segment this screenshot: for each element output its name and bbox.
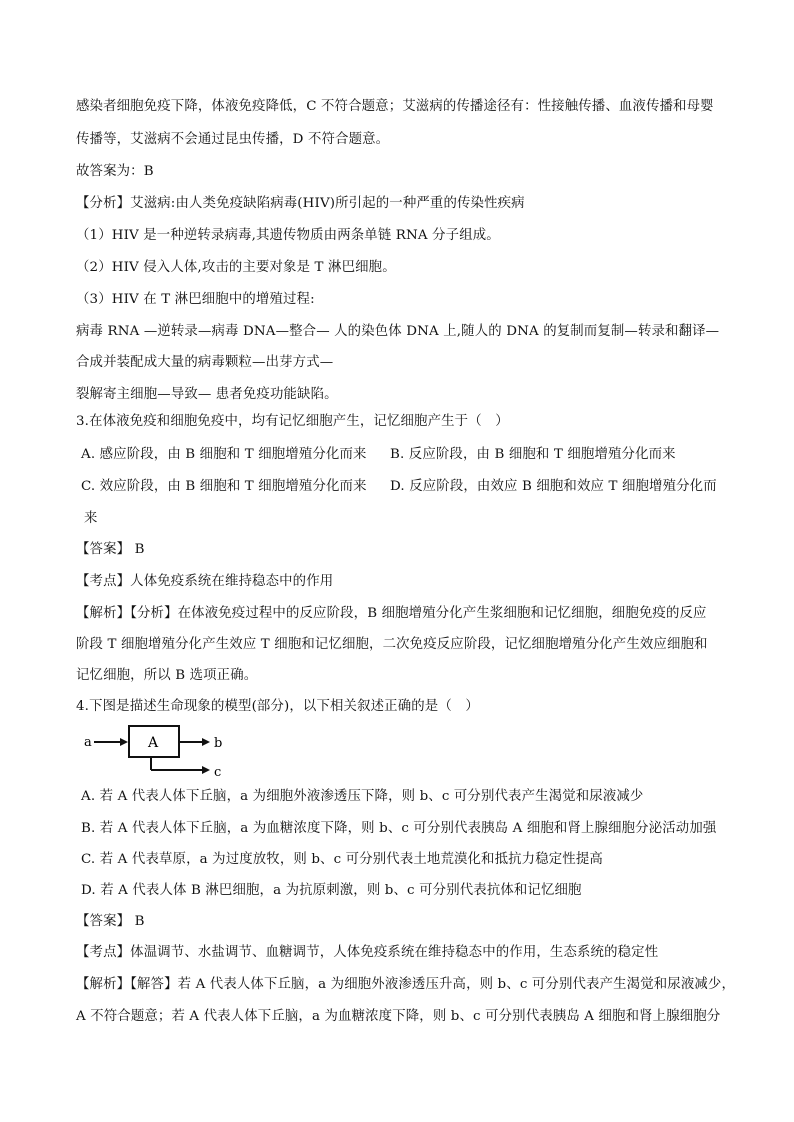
arrow-head	[202, 738, 210, 746]
text-line: （1）HIV 是一种逆转录病毒,其遗传物质由两条单链 RNA 分子组成。	[76, 228, 500, 243]
diagram-label-c: c	[214, 765, 222, 780]
question-4-explanation: A 不符合题意；若 A 代表人体下丘脑，a 为血糖浓度下降，则 b、c 可分别代表胰岛 A 细胞和肾上腺细胞分	[76, 1009, 721, 1024]
text-line: 故答案为：B	[76, 164, 154, 179]
question-3-answer: 【答案】 B	[76, 542, 145, 557]
question-4-option-c: C. 若 A 代表草原，a 为过度放牧，则 b、c 可分别代表土地荒漠化和抵抗力稳定性提高	[81, 852, 603, 867]
text-line: （2）HIV 侵入人体,攻击的主要对象是 T 淋巴细胞。	[76, 260, 396, 275]
question-4-option-a: A. 若 A 代表人体下丘脑，a 为细胞外液渗透压下降，则 b、c 可分别代表产生渴觉和尿液减少	[81, 789, 644, 804]
question-3-explanation: 记忆细胞，所以 B 选项正确。	[76, 668, 258, 683]
model-diagram	[82, 720, 242, 782]
text-line: 传播等，艾滋病不会通过昆虫传播，D 不符合题意。	[76, 132, 390, 147]
question-4-option-d: D. 若 A 代表人体 B 淋巴细胞，a 为抗原刺激，则 b、c 可分别代表抗体和记忆细胞	[81, 883, 582, 898]
question-4-option-b: B. 若 A 代表人体下丘脑，a 为血糖浓度下降，则 b、c 可分别代表胰岛 A 细胞和肾上腺细胞分泌活动加强	[81, 821, 717, 836]
diagram-label-a: a	[84, 735, 92, 750]
question-3-explanation: 【解析】【分析】在体液免疫过程中的反应阶段，B 细胞增殖分化产生浆细胞和记忆细胞，细胞免疫的反应	[76, 606, 707, 621]
question-3-option-d: D. 反应阶段，由效应 B 细胞和效应 T 细胞增殖分化而	[390, 479, 717, 494]
text-line: （3）HIV 在 T 淋巴细胞中的增殖过程:	[76, 292, 315, 307]
question-4-topic: 【考点】体温调节、水盐调节、血糖调节，人体免疫系统在维持稳态中的作用，生态系统的稳定性	[76, 945, 659, 960]
text-line: 裂解寄主细胞—导致— 患者免疫功能缺陷。	[76, 387, 338, 402]
question-3-option-d-cont: 来	[84, 511, 98, 526]
text-line: 合成并装配成大量的病毒颗粒—出芽方式—	[76, 355, 334, 370]
arrow-head	[202, 766, 210, 774]
text-line: 病毒 RNA —逆转录—病毒 DNA—整合— 人的染色体 DNA 上,随人的 DNA 的复制而复制—转录和翻译—	[76, 324, 720, 339]
question-3-option-a: A. 感应阶段，由 B 细胞和 T 细胞增殖分化而来	[81, 447, 367, 462]
question-3-stem: 3.在体液免疫和细胞免疫中，均有记忆细胞产生，记忆细胞产生于（ ）	[76, 414, 509, 429]
question-4-explanation: 【解析】【解答】若 A 代表人体下丘脑，a 为细胞外液渗透压升高，则 b、c 可分别代表产生渴觉和尿液减少，	[76, 977, 735, 992]
text-line: 感染者细胞免疫下降，体液免疫降低，C 不符合题意；艾滋病的传播途径有：性接触传播、血液传播和母婴	[76, 99, 714, 114]
question-4-stem: 4.下图是描述生命现象的模型(部分)，以下相关叙述正确的是（ ）	[76, 699, 479, 714]
arrow-head	[120, 738, 128, 746]
question-4-answer: 【答案】 B	[76, 914, 145, 929]
diagram-box-label: A	[148, 735, 159, 751]
question-3-topic: 【考点】人体免疫系统在维持稳态中的作用	[76, 574, 334, 589]
question-3-option-b: B. 反应阶段，由 B 细胞和 T 细胞增殖分化而来	[390, 447, 676, 462]
diagram-label-b: b	[214, 736, 223, 751]
question-3-explanation: 阶段 T 细胞增殖分化产生效应 T 细胞和记忆细胞，二次免疫反应阶段，记忆细胞增殖分化产生效应细胞和	[76, 637, 708, 652]
question-3-option-c: C. 效应阶段，由 B 细胞和 T 细胞增殖分化而来	[81, 479, 367, 494]
analysis-heading: 【分析】艾滋病:由人类免疫缺陷病毒(HIV)所引起的一种严重的传染性疾病	[76, 196, 525, 211]
